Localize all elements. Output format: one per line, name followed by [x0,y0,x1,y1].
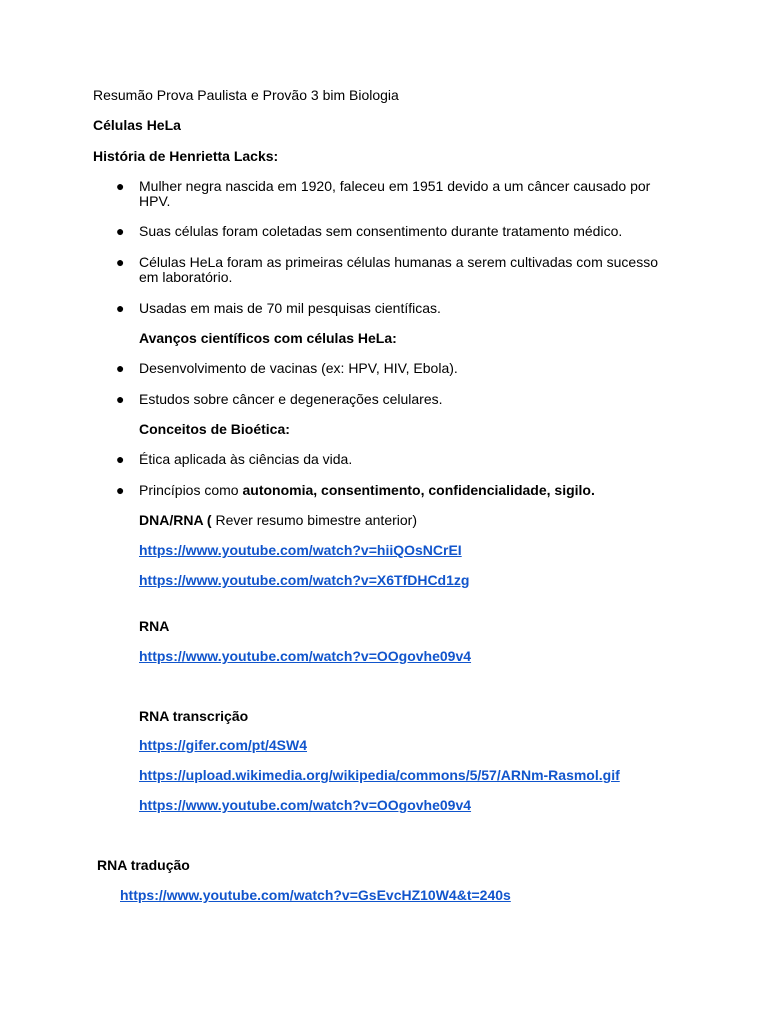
principles-prefix: Princípios como [139,482,243,498]
youtube-link-dna-1[interactable]: https://www.youtube.com/watch?v=hiiQOsNCrEI [139,542,462,558]
youtube-link-translation[interactable]: https://www.youtube.com/watch?v=GsEvcHZ10W4&t=240s [120,887,511,903]
heading-hela-cells: Células HeLa [93,117,181,133]
list-item-text: Células HeLa foram as primeiras células humanas a serem cultivadas com sucesso em laboratório. [139,254,658,285]
youtube-link-transcription[interactable]: https://www.youtube.com/watch?v=OOgovhe09v4 [139,797,472,813]
heading-scientific-advances: Avanços científicos com células HeLa: [139,330,397,346]
heading-rna-translation: RNA tradução [97,857,190,873]
heading-dna-rna [139,513,417,528]
dna-rna-note: Rever resumo bimestre anterior) [215,512,417,528]
bullet-icon: ● [116,178,125,194]
bullet-icon: ● [116,391,125,407]
bullet-icon: ● [116,360,125,376]
link-row [120,888,511,903]
link-row [139,573,469,588]
document-title: Resumão Prova Paulista e Provão 3 bim Biologia [93,87,399,103]
list-item-text: Ética aplicada às ciências da vida. [139,451,353,467]
link-row [139,738,307,753]
link-row [139,768,620,783]
heading-bioethics: Conceitos de Bioética: [139,421,290,437]
bullet-icon: ● [116,300,125,316]
youtube-link-rna[interactable]: https://www.youtube.com/watch?v=OOgovhe09v4 [139,648,472,664]
principles-list: autonomia, consentimento, confidencialidade, sigilo. [242,482,595,498]
youtube-link-dna-2[interactable]: https://www.youtube.com/watch?v=X6TfDHCd1zg [139,572,470,588]
list-item-text: Desenvolvimento de vacinas (ex: HPV, HIV, Ebola). [139,360,458,376]
list-item-text: Estudos sobre câncer e degenerações celulares. [139,391,443,407]
list-item-text [139,483,669,498]
link-row [139,798,471,813]
bullet-icon: ● [116,451,125,467]
bullet-icon: ● [116,223,125,239]
heading-rna-transcription: RNA transcrição [139,708,249,724]
bullet-icon: ● [116,254,125,270]
list-item-text: Mulher negra nascida em 1920, faleceu em 1951 devido a um câncer causado por HPV. [139,178,651,209]
bullet-icon: ● [116,482,125,498]
gifer-link-transcription[interactable]: https://gifer.com/pt/4SW4 [139,737,308,753]
list-item-text: Usadas em mais de 70 mil pesquisas científicas. [139,300,441,316]
dna-rna-label: DNA/RNA ( [139,512,216,528]
list-item-text: Suas células foram coletadas sem consentimento durante tratamento médico. [139,223,623,239]
link-row [139,543,462,558]
link-row [139,649,471,664]
wikimedia-link-transcription[interactable]: https://upload.wikimedia.org/wikipedia/commons/5/57/ARNm-Rasmol.gif [139,767,620,783]
heading-henrietta-history: História de Henrietta Lacks: [93,148,279,164]
heading-rna: RNA [139,618,170,634]
